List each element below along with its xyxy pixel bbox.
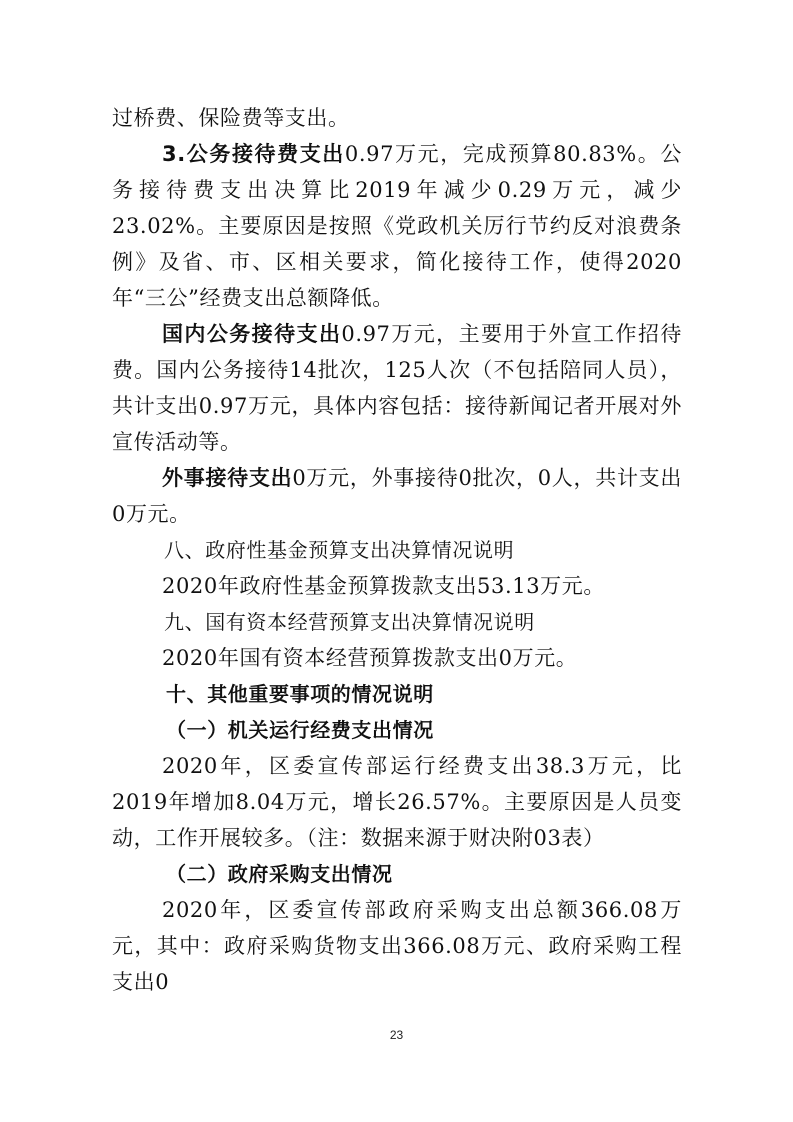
- label-reception-expense: 3.公务接待费支出: [162, 142, 345, 166]
- text-foreign-reception: 0万元，外事接待0批次，0人，共计支出0万元。: [112, 466, 682, 526]
- document-body: [112, 100, 682, 1000]
- label-domestic-reception: 国内公务接待支出: [162, 322, 342, 346]
- heading-section-8: 八、政府性基金预算支出决算情况说明: [164, 538, 515, 562]
- paragraph-state-capital: 2020年国有资本经营预算拨款支出0万元。: [162, 646, 578, 670]
- text-reception-expense: 0.97万元，完成预算80.83%。公务接待费支出决算比2019年减少0.29万元，减少23.02%。主要原因是按照《党政机关厉行节约反对浪费条例》及省、市、区相关要求，简化接待工作，使得2020年“三公”经费支出总额降低。: [112, 142, 682, 310]
- paragraph-government-fund: 2020年政府性基金预算拨款支出53.13万元。: [162, 574, 605, 598]
- paragraph-foreign-reception: [112, 460, 682, 532]
- page-number: 23: [389, 1028, 404, 1042]
- heading-section-10-2: （二）政府采购支出情况: [166, 862, 393, 886]
- text-domestic-reception: 0.97万元，主要用于外宣工作招待费。国内公务接待14批次，125人次（不包括陪同人员），共计支出0.97万元，具体内容包括：接待新闻记者开展对外宣传活动等。: [112, 322, 682, 454]
- paragraph-operating-expense: 2020年，区委宣传部运行经费支出38.3万元，比2019年增加8.04万元，增长26.57%。主要原因是人员变动，工作开展较多。（注：数据来源于财决附03表）: [112, 754, 682, 850]
- paragraph-domestic-reception: [112, 316, 682, 460]
- paragraph-toll-insurance: 过桥费、保险费等支出。: [112, 106, 350, 130]
- paragraph-procurement: 2020年，区委宣传部政府采购支出总额366.08万元，其中：政府采购货物支出366.08万元、政府采购工程支出0: [112, 898, 682, 994]
- heading-section-10-1: （一）机关运行经费支出情况: [166, 718, 434, 742]
- paragraph-reception-expense: [112, 136, 682, 316]
- heading-section-10: 十、其他重要事项的情况说明: [166, 682, 434, 706]
- label-foreign-reception: 外事接待支出: [162, 466, 293, 490]
- heading-section-9: 九、国有资本经营预算支出决算情况说明: [164, 610, 535, 634]
